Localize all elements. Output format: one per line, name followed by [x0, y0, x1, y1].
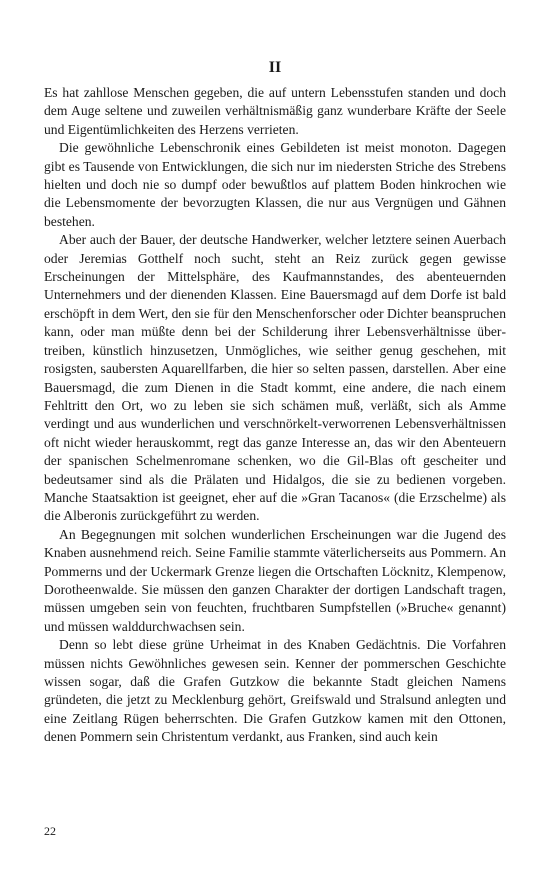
body-text [44, 84, 506, 747]
paragraph: Aber auch der Bauer, der deutsche Handwerker, welcher letztere seinen Auerbach oder Jeremias Gotthelf noch sucht, steht an Reiz zurück gegen gewisse Erscheinungen der Mittelsphäre, des Kaufmannstandes, des abenteuernden Unternehmers und der dienenden Klassen. Eine Bauersmagd auf dem Dorfe ist bald erschöpft in dem Wert, den sie für den Menschenforscher oder Dichter beanspruchen kann, oder man müßte denn bei der Schilderung ihrer Lebensverhältnisse übertreiben, künstlich hinzusetzen, Unmögliches, wie seither genug geschehen, mit rosigsten, saubersten Aquarellfarben, die hier so selten passen, darstellen. Aber eine Bauersmagd, die zum Dienen in die Stadt kommt, eine andere, die nach einem Fehltritt den Ort, wo zu leben sie sich schämen muß, verläßt, sich als Amme verdingt und aus wunderlichen und verschnörkelt-verworrenen Lebensverhältnissen oft nicht wieder herauskommt, regt das ganze Interesse an, das wir den Abenteuern der spanischen Schelmenromane schenken, wo die Gil-Blas oft gescheiter und bedeutsamer sind als die Prälaten und Hidalgos, die sie zu bedienen vorgeben. Manche Staatsaktion ist geeignet, eher auf die »Gran Tacanos« (die Erzschelme) als die Alberonis zurückgeführt zu werden. [44, 232, 506, 524]
paragraph: An Begegnungen mit solchen wunderlichen Erscheinungen war die Jugend des Knaben ausnehmend reich. Seine Familie stammte väterlicherseits aus Pommern. An Pommerns und der Uckermark Grenze liegen die Ortschaften Löcknitz, Klempenow, Dorotheenwalde. Sie müssen den ganzen Charakter der dortigen Landschaft tragen, müssen umgeben sein von feuchten, fruchtbaren Sumpfstellen (»Bruche« genannt) und müssen walddurchwachsen sein. [44, 526, 506, 634]
paragraph: Denn so lebt diese grüne Urheimat in des Knaben Gedächtnis. Die Vorfahren müssen nichts Gewöhnliches gewesen sein. Kenner der pommerschen Geschichte wissen sogar, daß die Grafen Gutzkow die bekannte Stadt gleichen Namens gründeten, die jetzt zu Mecklenburg gehört, Greifswald und Stralsund anlegten und eine Zeitlang Rügen beherrschten. Die Grafen Gutzkow kamen mit den Ottonen, denen Pommern sein Christentum verdankt, aus Franken, sind auch kein [44, 637, 506, 745]
chapter-heading: II [268, 59, 282, 76]
paragraph: Die gewöhnliche Lebenschronik eines Gebildeten ist meist monoton. Dagegen gibt es Tausende von Entwicklungen, die sich nur im niedersten Striche des Strebens hielten und doch nie so dumpf oder bewußtlos auf plattem Boden hinkrochen wie die Lebensmomente der bevorzugten Klassen, die nur aus Vergnügen und Gähnen bestehen. [44, 140, 506, 229]
paragraph: Es hat zahllose Menschen gegeben, die auf untern Lebensstufen standen und doch dem Auge seltene und zuweilen verhältnismäßig ganz wunderbare Kräfte der Seele und Eigentümlichkeiten des Herzens verrieten. [44, 85, 506, 137]
book-page [44, 58, 506, 747]
page-number: 22 [44, 824, 56, 838]
